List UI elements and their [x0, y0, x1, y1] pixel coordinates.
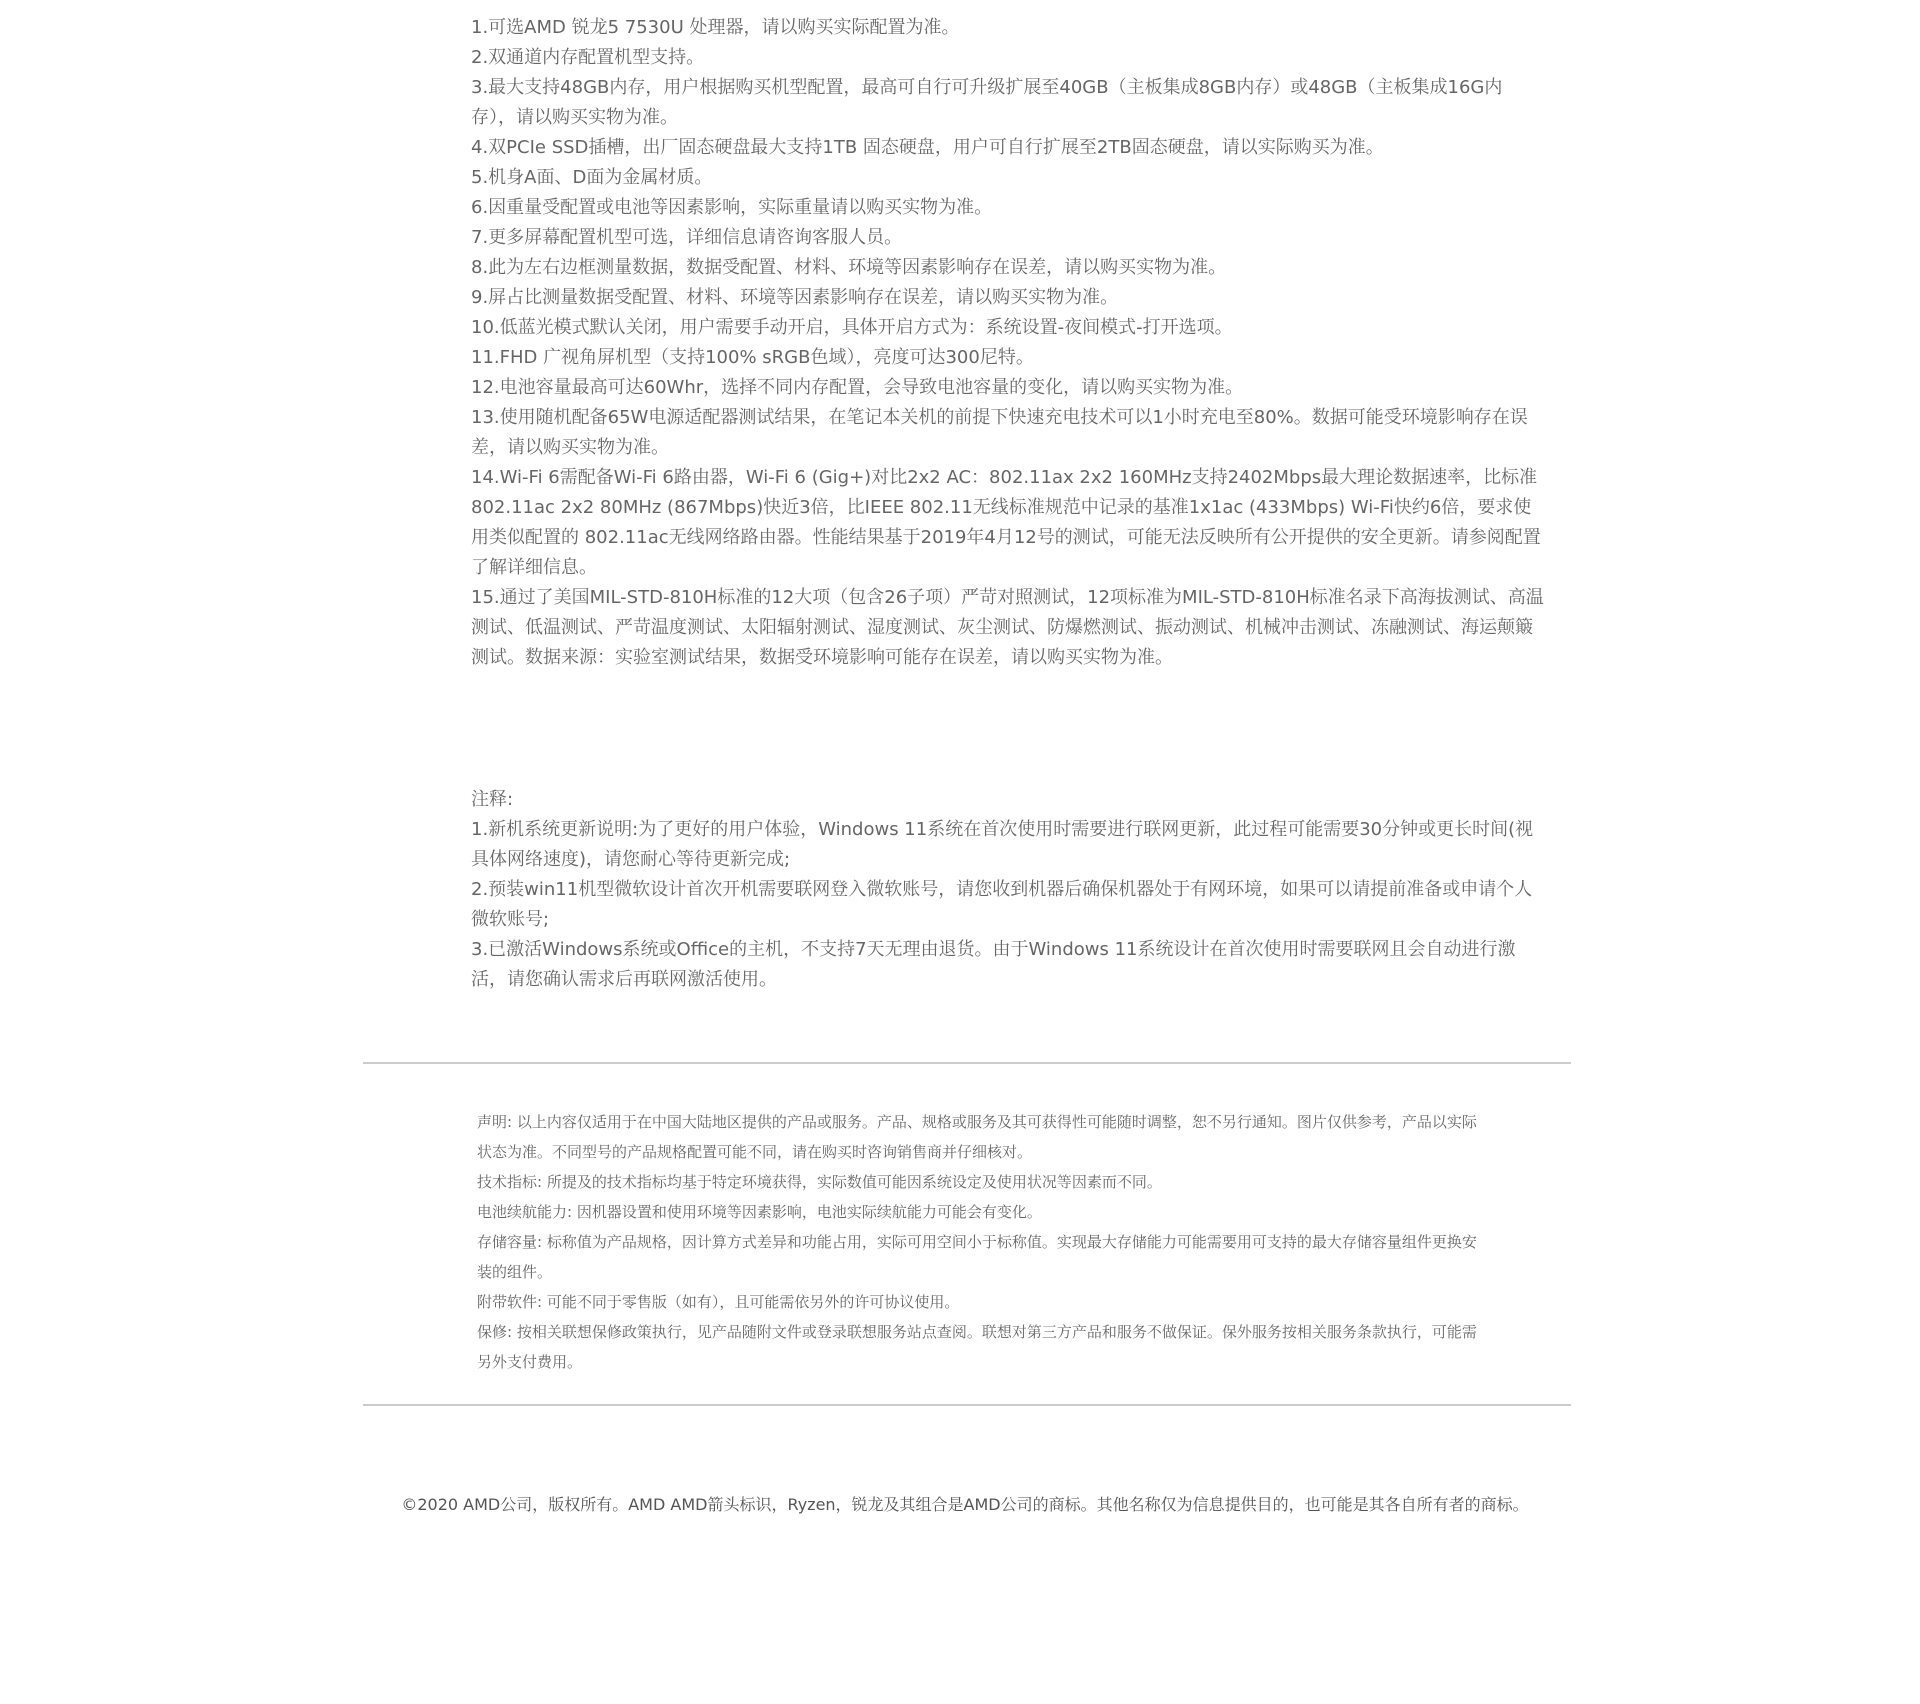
- spec-footnote: 10.低蓝光模式默认关闭，用户需要手动开启，具体开启方式为：系统设置-夜间模式-打开选项。: [471, 317, 1233, 338]
- disclaimer-item: 保修: 按相关联想保修政策执行，见产品随附文件或登录联想服务站点查阅。联想对第三方产品和服务不做保证。保外服务按相关服务条款执行，可能需另外支付费用。: [477, 1323, 1477, 1371]
- disclaimer-item: 声明: 以上内容仅适用于在中国大陆地区提供的产品或服务。产品、规格或服务及其可获得性可能随时调整，恕不另行通知。图片仅供参考，产品以实际状态为准。不同型号的产品规格配置可能不同，请在购买时咨询销售商并仔细核对。: [477, 1113, 1477, 1161]
- annotations-title: 注释:: [471, 789, 514, 810]
- annotation-item: 2.预装win11机型微软设计首次开机需要联网登入微软账号，请您收到机器后确保机器处于有网环境，如果可以请提前准备或申请个人微软账号;: [471, 879, 1533, 930]
- spec-footnote: 15.通过了美国MIL-STD-810H标准的12大项（包含26子项）严苛对照测试，12项标准为MIL-STD-810H标准名录下高海拔测试、高温测试、低温测试、严苛温度测试、太阳辐射测试、湿度测试、灰尘测试、防爆燃测试、振动测试、机械冲击测试、冻融测试、海运颠簸测试。数据来源：实验室测试结果，数据受环境影响可能存在误差，请以购买实物为准。: [471, 587, 1544, 668]
- spec-footnote: 2.双通道内存配置机型支持。: [471, 47, 705, 68]
- disclaimer-item: 附带软件: 可能不同于零售版（如有），且可能需依另外的许可协议使用。: [477, 1293, 960, 1311]
- copyright-notice: ©2020 AMD公司，版权所有。AMD AMD箭头标识，Ryzen，锐龙及其组合是AMD公司的商标。其他名称仅为信息提供目的，也可能是其各自所有者的商标。: [401, 1495, 1529, 1514]
- spec-footnote: 13.使用随机配备65W电源适配器测试结果，在笔记本关机的前提下快速充电技术可以1小时充电至80%。数据可能受环境影响存在误差，请以购买实物为准。: [471, 407, 1528, 458]
- spec-footnote: 6.因重量受配置或电池等因素影响，实际重量请以购买实物为准。: [471, 197, 993, 218]
- spec-footnote: 8.此为左右边框测量数据，数据受配置、材料、环境等因素影响存在误差，请以购买实物为准。: [471, 257, 1227, 278]
- spec-footnote: 12.电池容量最高可达60Whr，选择不同内存配置，会导致电池容量的变化，请以购买实物为准。: [471, 377, 1244, 398]
- disclaimer-item: 电池续航能力: 因机器设置和使用环境等因素影响，电池实际续航能力可能会有变化。: [477, 1203, 1042, 1221]
- spec-footnote: 9.屏占比测量数据受配置、材料、环境等因素影响存在误差，请以购买实物为准。: [471, 287, 1119, 308]
- annotations-section: [471, 785, 1546, 995]
- disclaimer-item: 存储容量: 标称值为产品规格，因计算方式差异和功能占用，实际可用空间小于标称值。实现最大存储能力可能需要用可支持的最大存储容量组件更换安装的组件。: [477, 1233, 1477, 1281]
- divider-top: [363, 1062, 1571, 1064]
- spec-footnote: 5.机身A面、D面为金属材质。: [471, 167, 713, 188]
- spec-footnote: 3.最大支持48GB内存，用户根据购买机型配置，最高可自行可升级扩展至40GB（主板集成8GB内存）或48GB（主板集成16G内存），请以购买实物为准。: [471, 77, 1503, 128]
- spec-footnote: 4.双PCIe SSD插槽，出厂固态硬盘最大支持1TB 固态硬盘，用户可自行扩展至2TB固态硬盘，请以实际购买为准。: [471, 137, 1384, 158]
- divider-bottom: [363, 1404, 1571, 1406]
- annotation-item: 3.已激活Windows系统或Office的主机，不支持7天无理由退货。由于Windows 11系统设计在首次使用时需要联网且会自动进行激活，请您确认需求后再联网激活使用。: [471, 939, 1516, 990]
- annotation-item: 1.新机系统更新说明:为了更好的用户体验，Windows 11系统在首次使用时需要进行联网更新，此过程可能需要30分钟或更长时间(视具体网络速度)，请您耐心等待更新完成;: [471, 819, 1534, 870]
- spec-footnotes: [471, 13, 1546, 673]
- spec-footnote: 14.Wi-Fi 6需配备Wi-Fi 6路由器，Wi-Fi 6 (Gig+)对比2x2 AC：802.11ax 2x2 160MHz支持2402Mbps最大理论数据速率，比标准802.11ac 2x2 80MHz (867Mbps)快近3倍，比IEEE 802.11无线标准规范中记录的基准1x1ac (433Mbps) Wi-Fi快约6倍，要求使用类似配置的 802.11ac无线网络路由器。性能结果基于2019年4月12号的测试，可能无法反映所有公开提供的安全更新。请参阅配置了解详细信息。: [471, 467, 1541, 578]
- disclaimer-item: 技术指标: 所提及的技术指标均基于特定环境获得，实际数值可能因系统设定及使用状况等因素而不同。: [477, 1173, 1162, 1191]
- spec-footnote: 1.可选AMD 锐龙5 7530U 处理器，请以购买实际配置为准。: [471, 17, 960, 38]
- spec-footnote: 7.更多屏幕配置机型可选，详细信息请咨询客服人员。: [471, 227, 903, 248]
- spec-footnote: 11.FHD 广视角屏机型（支持100% sRGB色域），亮度可达300尼特。: [471, 347, 1034, 368]
- disclaimer-section: [477, 1107, 1487, 1377]
